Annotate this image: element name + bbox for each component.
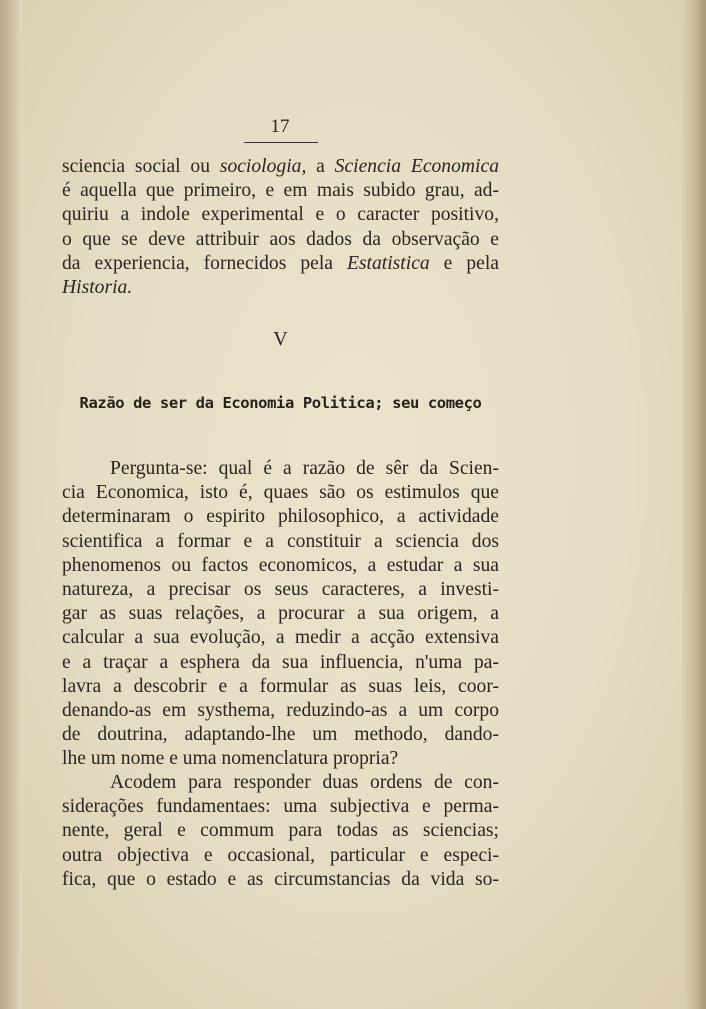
intro-line: sciencia social ou sociologia, a Sciencia Economica — [62, 156, 499, 177]
body-line: phenomenos ou factos economicos, a estudar a sua — [62, 554, 499, 576]
page-number: 17 — [270, 116, 290, 137]
body-line: siderações fundamentaes: uma subjectiva e perma- — [62, 796, 499, 818]
page-number-rule — [244, 142, 318, 143]
body-line: de doutrina, adaptando-lhe um methodo, dando- — [62, 724, 499, 746]
body-line: Pergunta-se: qual é a razão de sêr da Scien- — [110, 458, 499, 479]
intro-line: Historia. — [62, 277, 133, 299]
body-line: natureza, a precisar os seus caracteres, a investi- — [62, 579, 499, 601]
body-line: lhe um nome e uma nomenclatura propria? — [62, 748, 399, 770]
intro-line: quiriu a indole experimental e o caracter positivo, — [62, 204, 499, 226]
body-line: outra objectiva e occasional, particular e especi- — [62, 844, 499, 866]
body-line: determinaram o espirito philosophico, a actividade — [62, 506, 499, 528]
body-line: scientifica a formar e a constituir a sciencia dos — [62, 530, 499, 552]
intro-line: é aquella que primeiro, e em mais subido grau, ad- — [62, 180, 499, 202]
section-heading: Razão de ser da Economia Politica; seu começo — [79, 394, 482, 412]
body-paragraph-1 — [62, 457, 499, 772]
body-line: nente, geral e commum para todas as sciencias; — [62, 820, 499, 842]
body-line: gar as suas relações, a procurar a sua origem, a — [62, 603, 499, 625]
book-spine-shadow — [0, 0, 22, 1009]
body-line: e a traçar a esphera da sua influencia, n'uma pa- — [62, 651, 499, 673]
body-line: cia Economica, isto é, quaes são os estimulos que — [62, 482, 499, 504]
section-numeral: V — [273, 328, 288, 350]
intro-line: o que se deve attribuir aos dados da observação e — [62, 228, 499, 250]
body-line: denando-as em systhema, reduzindo-as a um corpo — [62, 700, 499, 722]
body-paragraph-2 — [62, 771, 499, 892]
body-line: calcular a sua evolução, a medir a acção extensiva — [62, 627, 499, 649]
body-line: fica, que o estado e as circumstancias da vida so- — [62, 868, 499, 890]
intro-paragraph — [62, 155, 499, 300]
page-edge-shadow — [682, 0, 706, 1009]
intro-line: da experiencia, fornecidos pela Estatistica e pela — [62, 252, 499, 274]
body-line: Acodem para responder duas ordens de con- — [110, 772, 499, 793]
body-line: lavra a descobrir e a formular as suas leis, coor- — [62, 675, 499, 697]
